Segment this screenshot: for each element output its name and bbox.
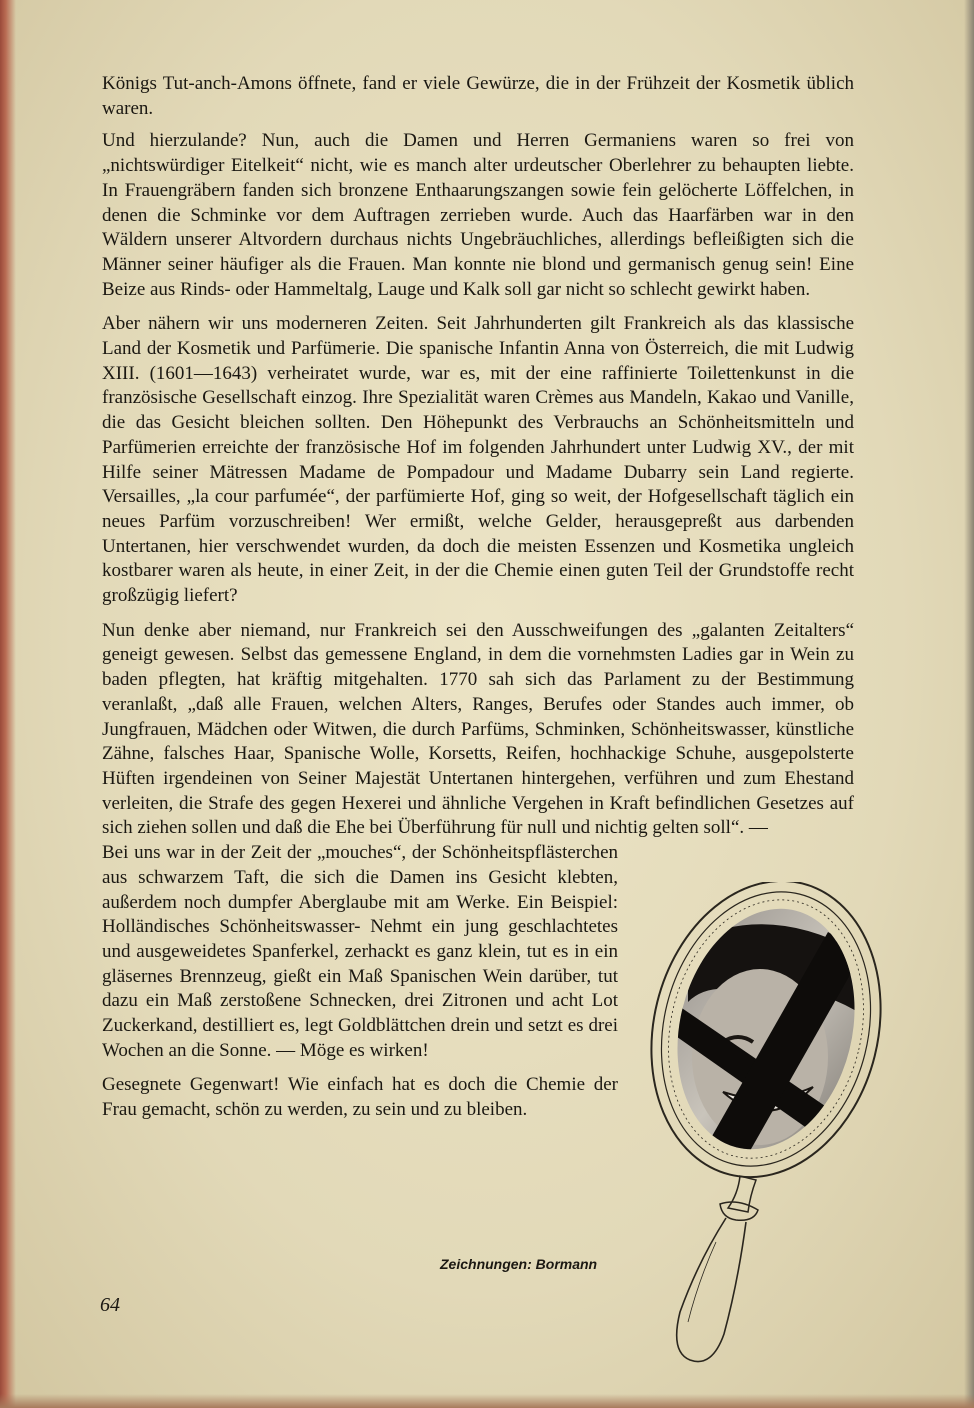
paragraph-mouches: Bei uns war in der Zeit der „mouches“, der Schönheitspflästerchen aus schwarzem Taft, die sich die Damen ins Gesicht klebten, außerdem noch dumpfer Aberglaube mit am Werke. Ein Beispiel: Holländisches Schönheitswasser- Nehmt ein jung geschlachtetes und ausgeweidetes Spanferkel, zerhackt es ganz klein, tut es in ein gläsernes Brennzeug, gießt ein Maß Spanischen Wein darüber, tut dazu ein Maß zerstoßene Schnecken, drei Zitronen und acht Lot Zuckerkand, destilliert es, legt Goldblättchen drein und setzt es drei Wochen an die Sonne. — Möge es wirken!	[102, 842, 618, 1061]
page-edge-stain	[0, 0, 16, 1408]
paragraph-frankreich: Aber nähern wir uns moderneren Zeiten. Seit Jahrhunderten gilt Frankreich als das klassische Land der Kosmetik und Parfümerie. Die spanische Infantin Anna von Österreich, die mit Ludwig XIII. (1601—1643) verheiratet wurde, war es, mit der eine raffinierte Toilettenkunst in die französische Gesellschaft einzog. Ihre Spezialität waren Crèmes aus Mandeln, Kakao und Vanille, die das Gesicht bleichen sollten. Den Höhepunkt des Verbrauchs an Schönheitsmitteln und Parfümerien erreichte der französische Hof im folgenden Jahrhundert unter Ludwig XV., der mit Hilfe seiner Mätressen Madame de Pompadour und Madame Dubarry sein Land regierte. Versailles, „la cour parfumée“, der parfümierte Hof, ging so weit, der Hofgesellschaft täglich ein neues Parfüm vorzuschreiben! Wer ermißt, welche Gelder, herausgepreßt aus darbenden Untertanen, hier verschwendet wurden, da doch die meisten Essenzen und Kosmetika ungleich kostbarer waren als heute, in einer Zeit, in der die Chemie einen guten Teil der Grundstoffe recht großzügig liefert?	[102, 313, 854, 607]
illustration-credit: Zeichnungen: Bormann	[440, 1256, 598, 1272]
page-number: 64	[100, 1294, 120, 1316]
page-edge-shadow	[964, 0, 974, 1408]
mirror-collar	[720, 1202, 758, 1220]
mirror-handle	[677, 1218, 746, 1362]
paragraph-england: Nun denke aber niemand, nur Frankreich sei den Ausschweifungen des „galanten Zeitalters“ geneigt gewesen. Selbst das gemessene England, in dem die vornehmsten Ladies gar in Wein zu baden pflegten, hat kräftig mitgehalten. 1770 sah sich das Parlament zu der Bestimmung veranlaßt, „daß alle Frauen, welchen Alters, Ranges, Berufes oder Standes auch immer, ob Jungfrauen, Mädchen oder Witwen, die durch Parfüms, Schminken, Schönheitswasser, künstliche Zähne, falsches Haar, Spanische Wolle, Korsetts, Reifen, hochhackige Schuhe, ausgepolsterte Hüften irgendeinen von Seiner Majestät Untertanen hintergehen, verführen und zum Ehestand verleiten, die Strafe des gegen Hexerei und ähnliche Vergehen in Kraft befindlichen Gesetzes auf sich ziehen sollen und daß die Ehe bei Überführung für null und nichtig gelten soll“. —	[102, 619, 854, 839]
paragraph-germanien: Und hierzulande? Nun, auch die Damen und Herren Germaniens waren so frei von „nichtswürdiger Eitelkeit“ nicht, wie es manch alter urdeutscher Oberlehrer zu behaupten liebte. In Frauengräbern fanden sich bronzene Enthaarungszangen sowie fein gelöcherte Löffelchen, in denen die Schminke vor dem Auftragen zerrieben wurde. Auch das Haarfärben war in den Wäldern unserer Altvordern durchaus nichts Ungebräuchliches, allerdings befleißigten sich die Männer seiner häufiger als die Frauen. Man konnte nie blond und germanisch genug sein! Eine Beize aus Rinds- oder Hammeltalg, Lauge und Kalk soll gar nicht so schlecht gewirkt haben.	[102, 130, 854, 300]
page-edge-bottom	[0, 1394, 974, 1408]
mirror-portrait-photo	[658, 892, 878, 1172]
paragraph-tutanchamun: Königs Tut-anch-Amons öffnete, fand er viele Gewürze, die in der Frühzeit der Kosmetik üblich waren.	[102, 73, 854, 119]
paragraph-gegenwart: Gesegnete Gegenwart! Wie einfach hat es doch die Chemie der Frau gemacht, schön zu werden, zu sein und zu bleiben.	[102, 1074, 618, 1121]
hand-mirror-illustration	[628, 882, 918, 1382]
